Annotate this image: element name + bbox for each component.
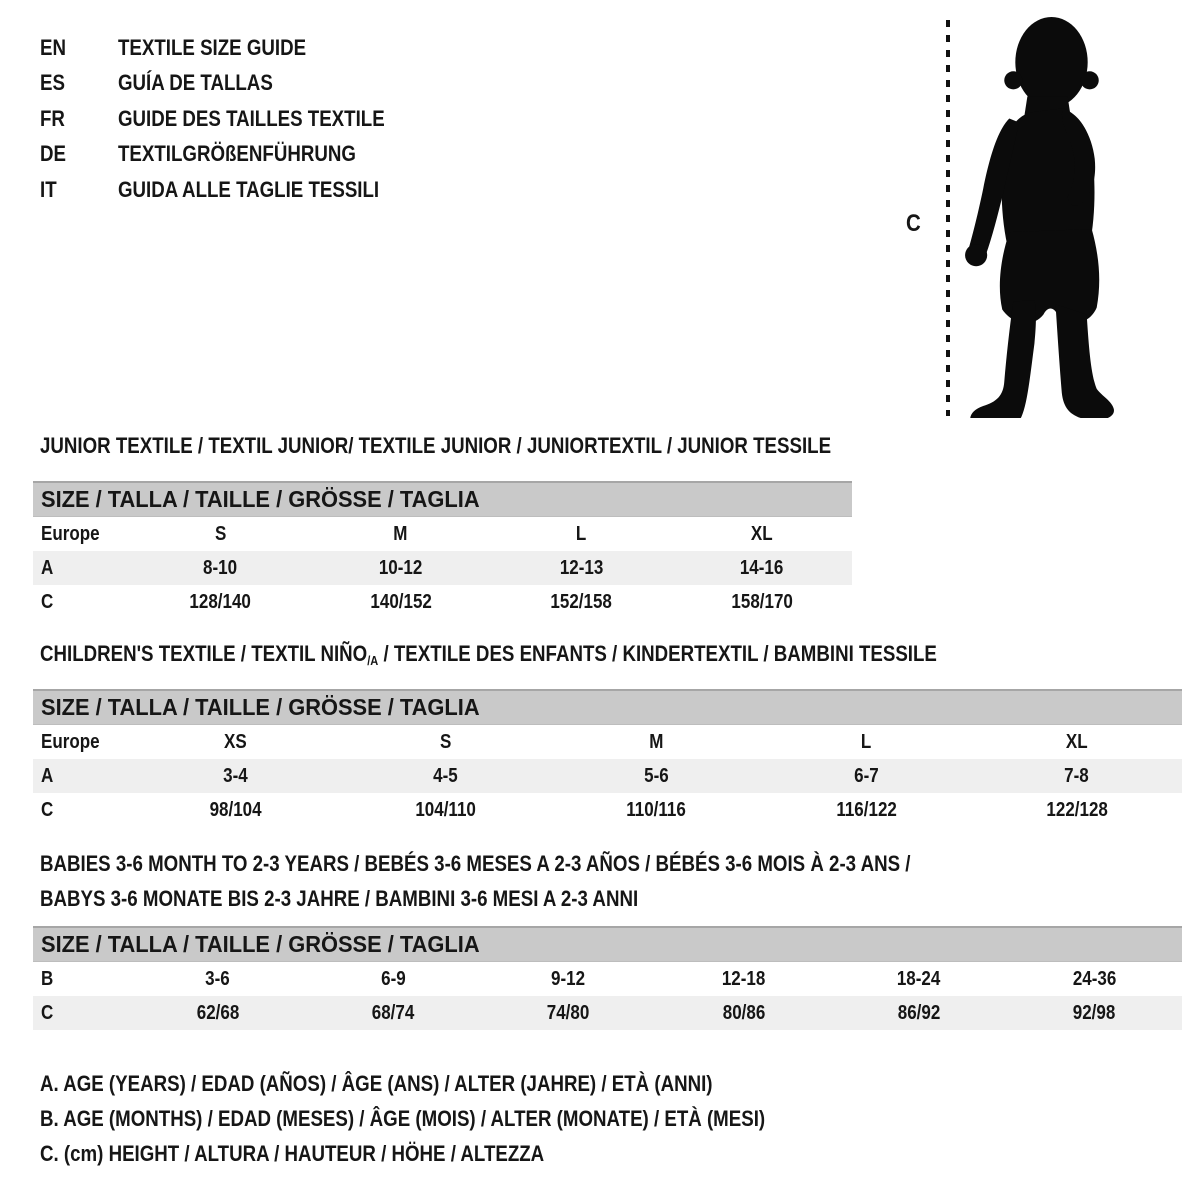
language-code bbox=[40, 141, 118, 167]
row-label-cell bbox=[33, 557, 130, 580]
legend-line-c bbox=[40, 1141, 633, 1167]
nino-a-subscript: /A bbox=[367, 653, 379, 668]
cell-text: 128/140 bbox=[189, 590, 251, 613]
table-cell bbox=[130, 591, 311, 614]
cell-text: 140/152 bbox=[370, 590, 432, 613]
row-label-cell bbox=[33, 591, 130, 614]
cell-text: 80/86 bbox=[722, 1001, 765, 1024]
table-body bbox=[33, 517, 852, 619]
cell-text: 6-9 bbox=[380, 967, 406, 990]
language-row-es bbox=[40, 66, 432, 102]
cell-text: 8-10 bbox=[203, 556, 238, 579]
table-row bbox=[33, 725, 1182, 759]
cell-text: M bbox=[393, 522, 408, 545]
guide-title-fr: GUIDE DES TAILLES TEXTILE bbox=[118, 105, 385, 131]
table-cell bbox=[130, 523, 311, 546]
legend-line-b bbox=[40, 1106, 893, 1132]
table-cell bbox=[551, 731, 761, 754]
language-row-en bbox=[40, 30, 432, 66]
table-row bbox=[33, 962, 1182, 996]
cell-text: 122/128 bbox=[1046, 798, 1108, 821]
table-cell bbox=[551, 799, 761, 822]
table-row bbox=[33, 517, 852, 551]
table-cell bbox=[130, 731, 340, 754]
table-cell bbox=[672, 591, 853, 614]
cell-text: 62/68 bbox=[196, 1001, 239, 1024]
height-measure-label-text: C bbox=[906, 210, 921, 237]
size-bar-text: SIZE / TALLA / TAILLE / GRÖSSE / TAGLIA bbox=[41, 931, 480, 957]
row-label-cell bbox=[33, 968, 130, 991]
height-measure-line bbox=[946, 20, 950, 416]
table-cell bbox=[491, 591, 672, 614]
cell-text: 3-4 bbox=[222, 764, 248, 787]
cell-text: 116/122 bbox=[836, 798, 897, 821]
language-row-fr bbox=[40, 101, 432, 137]
table-cell bbox=[761, 731, 971, 754]
section-title-children bbox=[40, 641, 1095, 670]
legend-text-a: A. AGE (YEARS) / EDAD (AÑOS) / ÂGE (ANS) / ALTER (JAHRE) / ETÀ (ANNI) bbox=[40, 1071, 713, 1096]
cell-text: 7-8 bbox=[1064, 764, 1090, 787]
cell-text: 68/74 bbox=[371, 1001, 415, 1024]
table-cell bbox=[972, 731, 1182, 754]
cell-text: 86/92 bbox=[897, 1001, 941, 1024]
cell-text: XS bbox=[223, 730, 247, 753]
table-cell bbox=[311, 591, 492, 614]
language-code bbox=[40, 177, 118, 203]
row-label-cell bbox=[33, 1002, 130, 1025]
row-label-cell bbox=[33, 765, 130, 788]
cell-text: 3-6 bbox=[205, 967, 230, 990]
table-cell bbox=[340, 799, 550, 822]
language-row-de bbox=[40, 137, 432, 173]
language-title-list bbox=[40, 30, 432, 208]
guide-title-de: TEXTILGRÖßENFÜHRUNG bbox=[118, 141, 356, 167]
table-cell bbox=[481, 968, 656, 991]
cell-text: C bbox=[41, 798, 54, 821]
cell-text: C bbox=[41, 1001, 54, 1024]
legend-text-c: C. (cm) HEIGHT / ALTURA / HAUTEUR / HÖHE / ALTEZZA bbox=[40, 1141, 545, 1166]
legend-line-a bbox=[40, 1071, 831, 1097]
table-cell bbox=[130, 765, 340, 788]
table-row bbox=[33, 996, 1182, 1030]
language-code-text: EN bbox=[40, 34, 66, 60]
table-cell bbox=[1007, 1002, 1182, 1025]
language-code-text: IT bbox=[40, 176, 57, 202]
table-body bbox=[33, 725, 1182, 827]
row-label-cell bbox=[33, 523, 130, 546]
table-cell bbox=[340, 765, 550, 788]
table-cell bbox=[305, 968, 480, 991]
table-cell bbox=[130, 799, 340, 822]
table-cell bbox=[972, 799, 1182, 822]
section-title-text: CHILDREN'S TEXTILE / TEXTIL NIÑO/A / TEXTILE DES ENFANTS / KINDERTEXTIL / BAMBINI TESSILE bbox=[40, 641, 937, 668]
cell-text: 12-13 bbox=[559, 556, 603, 579]
table-cell bbox=[761, 765, 971, 788]
section-title-text: BABIES 3-6 MONTH TO 2-3 YEARS / BEBÉS 3-6 MESES A 2-3 AÑOS / BÉBÉS 3-6 MOIS À 2-3 ANS / bbox=[40, 851, 911, 876]
table-cell bbox=[1007, 968, 1182, 991]
table-row bbox=[33, 551, 852, 585]
table-cell bbox=[311, 523, 492, 546]
row-label-cell bbox=[33, 799, 130, 822]
section-title-junior bbox=[40, 433, 971, 459]
cell-text: 158/170 bbox=[731, 590, 793, 613]
table-cell bbox=[311, 557, 492, 580]
table-cell bbox=[656, 1002, 831, 1025]
cell-text: B bbox=[41, 967, 54, 990]
table-row bbox=[33, 759, 1182, 793]
cell-text: 104/110 bbox=[415, 798, 476, 821]
table-cell bbox=[340, 731, 550, 754]
section-title-babies-line1 bbox=[40, 851, 1064, 877]
cell-text: 14-16 bbox=[740, 556, 784, 579]
cell-text: Europe bbox=[41, 730, 100, 753]
section-title-babies-line2 bbox=[40, 886, 744, 912]
cell-text: 24-36 bbox=[1072, 967, 1117, 990]
guide-title-es: GUÍA DE TALLAS bbox=[118, 70, 273, 96]
cell-text: L bbox=[861, 730, 872, 753]
cell-text: 18-24 bbox=[897, 967, 941, 990]
table-cell bbox=[831, 1002, 1006, 1025]
table-cell bbox=[130, 968, 305, 991]
cell-text: 4-5 bbox=[433, 764, 458, 787]
table-cell bbox=[491, 523, 672, 546]
section-title-text: JUNIOR TEXTILE / TEXTIL JUNIOR/ TEXTILE JUNIOR / JUNIORTEXTIL / JUNIOR TESSILE bbox=[40, 433, 832, 458]
section-title-text: BABYS 3-6 MONATE BIS 2-3 JAHRE / BAMBINI 3-6 MESI A 2-3 ANNI bbox=[40, 886, 639, 911]
babies-size-table bbox=[33, 926, 1182, 1030]
cell-text: A bbox=[41, 556, 54, 579]
table-cell bbox=[672, 557, 853, 580]
cell-text: S bbox=[439, 730, 452, 753]
cell-text: 110/116 bbox=[626, 798, 686, 821]
language-code bbox=[40, 35, 118, 61]
cell-text: 92/98 bbox=[1073, 1001, 1116, 1024]
cell-text: 152/158 bbox=[550, 590, 612, 613]
table-cell bbox=[831, 968, 1006, 991]
table-cell bbox=[130, 557, 311, 580]
cell-text: Europe bbox=[41, 522, 100, 545]
language-code-text: FR bbox=[40, 105, 65, 131]
table-cell bbox=[130, 1002, 305, 1025]
language-code-text: ES bbox=[40, 70, 65, 96]
table-row bbox=[33, 585, 852, 619]
cell-text: C bbox=[41, 590, 54, 613]
cell-text: 98/104 bbox=[209, 798, 262, 821]
size-bar bbox=[33, 689, 1182, 725]
cell-text: 5-6 bbox=[643, 764, 669, 787]
language-code bbox=[40, 70, 118, 96]
cell-text: 10-12 bbox=[379, 556, 423, 579]
language-row-it bbox=[40, 172, 432, 208]
table-cell bbox=[481, 1002, 656, 1025]
table-row bbox=[33, 793, 1182, 827]
cell-text: L bbox=[576, 522, 587, 545]
size-bar-text: SIZE / TALLA / TAILLE / GRÖSSE / TAGLIA bbox=[41, 486, 480, 512]
size-bar bbox=[33, 481, 852, 517]
junior-size-table bbox=[33, 481, 852, 619]
table-cell bbox=[491, 557, 672, 580]
table-cell bbox=[672, 523, 853, 546]
language-code bbox=[40, 106, 118, 132]
cell-text: 6-7 bbox=[854, 764, 879, 787]
table-body bbox=[33, 962, 1182, 1030]
language-code-text: DE bbox=[40, 141, 66, 167]
cell-text: M bbox=[648, 730, 664, 753]
row-label-cell bbox=[33, 731, 130, 754]
table-cell bbox=[305, 1002, 480, 1025]
legend-text-b: B. AGE (MONTHS) / EDAD (MESES) / ÂGE (MOIS) / ALTER (MONATE) / ETÀ (MESI) bbox=[40, 1106, 766, 1131]
toddler-silhouette-icon bbox=[962, 16, 1140, 418]
cell-text: XL bbox=[1065, 730, 1088, 753]
height-measure-label bbox=[906, 210, 923, 238]
size-bar bbox=[33, 926, 1182, 962]
cell-text: 12-18 bbox=[721, 967, 766, 990]
table-cell bbox=[761, 799, 971, 822]
size-bar-text: SIZE / TALLA / TAILLE / GRÖSSE / TAGLIA bbox=[41, 694, 480, 720]
guide-title-it: GUIDA ALLE TAGLIE TESSILI bbox=[118, 176, 380, 202]
children-size-table bbox=[33, 689, 1182, 827]
cell-text: 9-12 bbox=[551, 967, 586, 990]
guide-title-en: TEXTILE SIZE GUIDE bbox=[118, 34, 307, 60]
cell-text: A bbox=[41, 764, 54, 787]
cell-text: S bbox=[214, 522, 226, 545]
table-cell bbox=[656, 968, 831, 991]
table-cell bbox=[972, 765, 1182, 788]
table-cell bbox=[551, 765, 761, 788]
cell-text: XL bbox=[750, 522, 773, 545]
cell-text: 74/80 bbox=[547, 1001, 590, 1024]
